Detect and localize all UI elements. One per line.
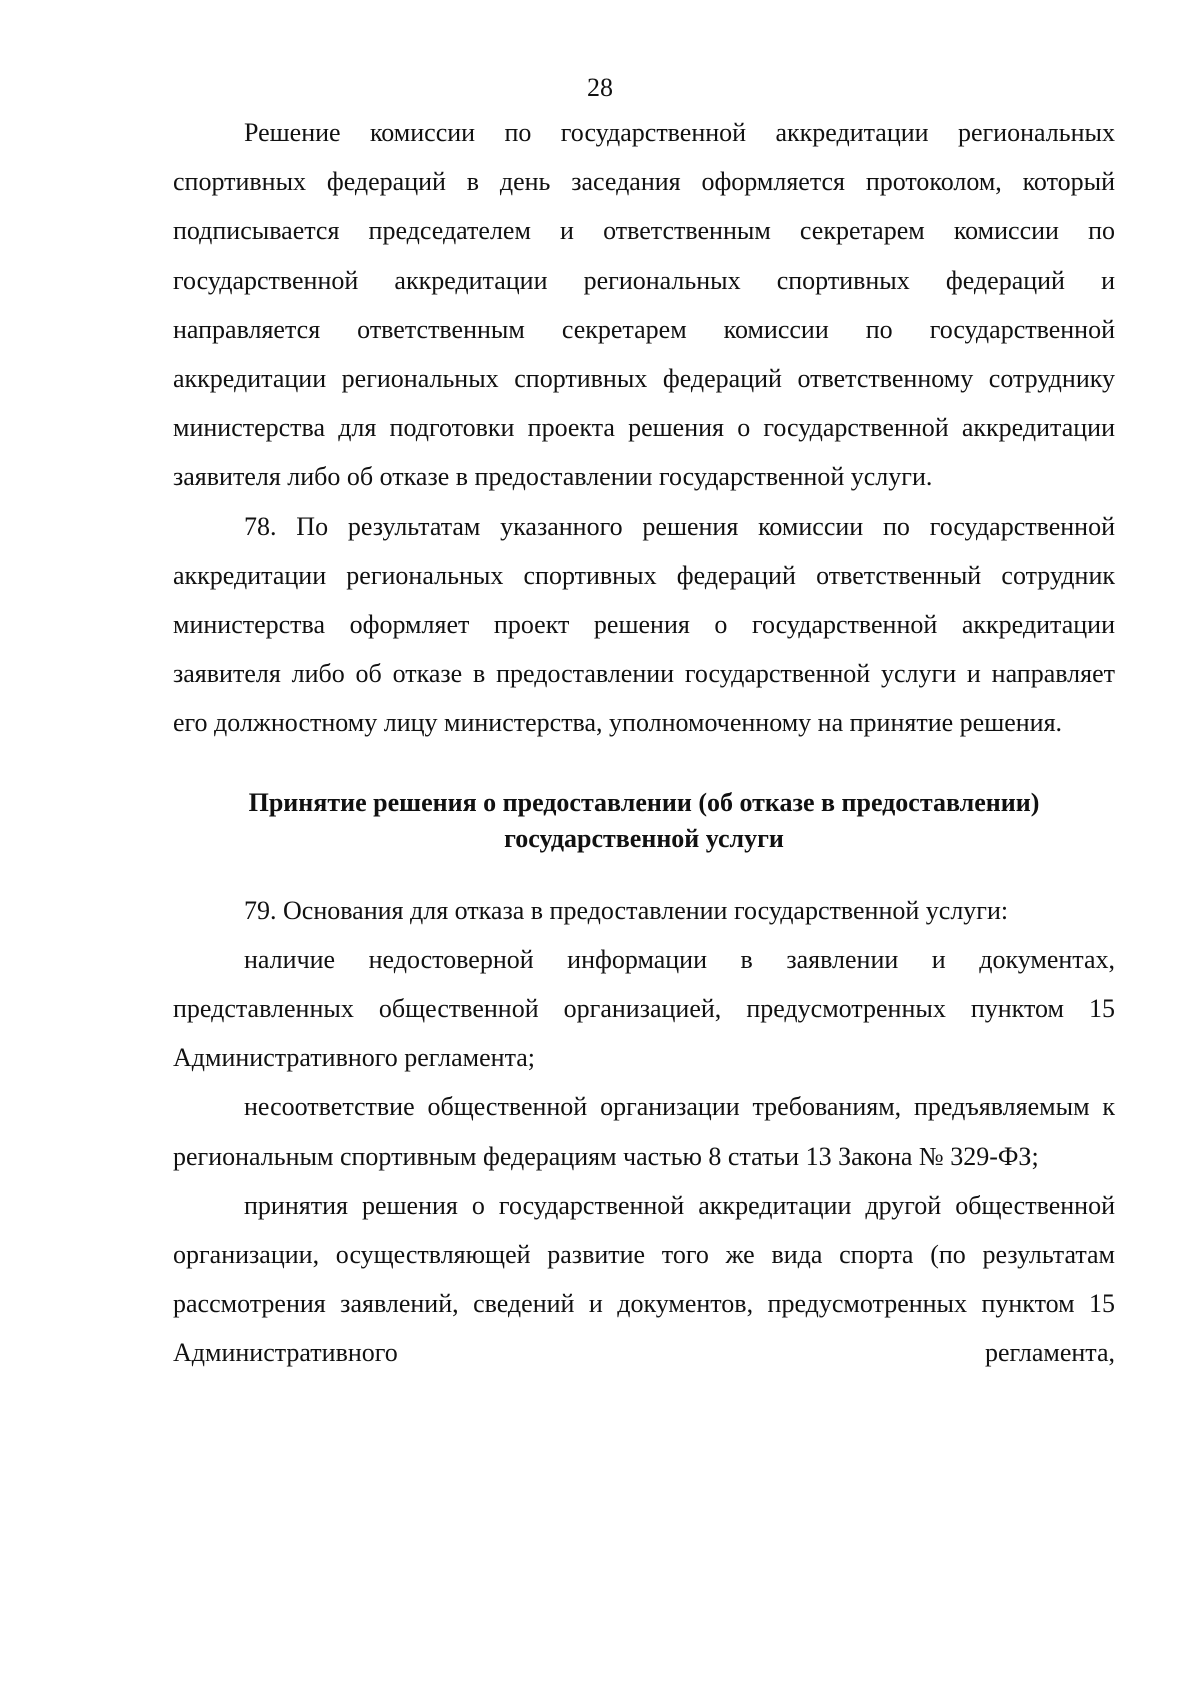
document-body <box>173 108 1115 1378</box>
paragraph-79: 79. Основания для отказа в предоставлении государственной услуги: <box>244 895 1009 925</box>
section-heading-line-2: государственной услуги <box>504 823 784 853</box>
page-number: 28 <box>587 73 613 102</box>
section-heading-line-1: Принятие решения о предоставлении (об отказе в предоставлении) <box>248 787 1040 817</box>
paragraph-other-accreditation: принятия решения о государственной аккредитации другой общественной организации, осуществляющей развитие того же вида спорта (по результатам рассмотрения заявлений, сведений и документов, предусмотренных пунктом 15 Административного регламента, <box>173 1190 1115 1368</box>
paragraph-unreliable-information: наличие недостоверной информации в заявлении и документах, представленных общественной организацией, предусмотренных пунктом 15 Административного регламента; <box>173 944 1115 1073</box>
section-heading <box>173 785 1115 857</box>
paragraph-78: 78. По результатам указанного решения комиссии по государственной аккредитации региональных спортивных федераций ответственный сотрудник министерства оформляет проект решения о государственной аккредитации заявителя либо об отказе в предоставлении государственной услуги и направляет его должностному лицу министерства, уполномоченному на принятие решения. <box>173 511 1115 738</box>
paragraph-commission-protocol: Решение комиссии по государственной аккредитации региональных спортивных федераций в день заседания оформляется протоколом, который подписывается председателем и ответственным секретарем комиссии по государственной аккредитации региональных спортивных федераций и направляется ответственным секретарем комиссии по государственной аккредитации региональных спортивных федераций ответственному сотруднику министерства для подготовки проекта решения о государственной аккредитации заявителя либо об отказе в предоставлении государственной услуги. <box>173 118 1115 492</box>
paragraph-noncompliance: несоответствие общественной организации требованиям, предъявляемым к региональным спортивным федерациям частью 8 статьи 13 Закона № 329-ФЗ; <box>173 1092 1115 1171</box>
